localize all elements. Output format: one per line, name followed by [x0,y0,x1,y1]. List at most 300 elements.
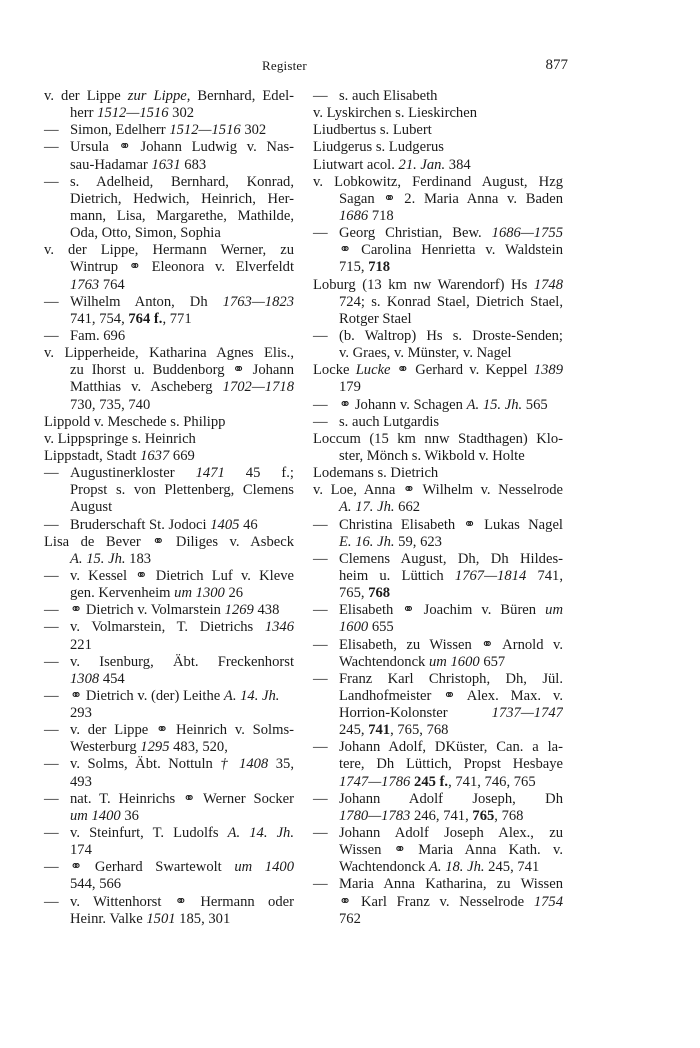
bold-page-ref: 768 [368,585,391,602]
entry-text [70,791,294,808]
text-segment: 669 [169,447,195,464]
italic-date: 1471 [195,465,225,482]
entry-line [44,259,294,276]
text-segment: 657 [479,653,506,670]
repeat-dash: — [44,293,59,310]
entry-text [70,705,294,722]
entry-line [313,122,563,139]
entry-text [339,825,563,842]
text-segment: 245, [339,722,369,739]
entry-text [313,105,563,122]
repeat-dash: — [44,687,59,704]
italic-date: A. 15. Jh. [466,396,523,413]
entry-line [313,551,563,568]
italic-date: 1501 [146,910,176,927]
repeat-dash: — [313,670,328,687]
italic-date: 1702—1718 [222,379,294,396]
entry-text [313,431,563,448]
entry-text [339,619,563,636]
index-subentry [313,791,563,825]
text-segment: Fam. 696 [70,327,126,344]
italic-date: 1269 [224,602,254,619]
italic-date: um 1300 [174,585,225,602]
text-segment: v. der Lippe, Hermann Werner, zu [44,242,294,259]
repeat-dash: — [313,825,328,842]
entry-text [339,705,563,722]
italic-date: 1308 [70,670,100,687]
italic-date: A. 17. Jh. [339,499,395,516]
text-segment: Johann Adolf Joseph Alex., zu [339,825,563,842]
entry-text [313,465,563,482]
entry-text [70,174,294,191]
italic-date: 1763—1823 [222,293,294,310]
text-segment: heim u. Lüttich [339,567,455,584]
repeat-dash: — [313,790,328,807]
bold-page-ref: 718 [368,259,391,276]
entry-text [44,534,294,551]
entry-text [70,688,294,705]
entry-line [44,174,294,191]
repeat-dash: — [44,722,59,739]
entry-line [44,139,294,156]
index-subentry [313,637,563,671]
text-segment: s. Adelheid, Bernhard, Konrad, [70,173,294,190]
repeat-dash: — [313,739,328,756]
entry-line [44,825,294,842]
entry-line [44,585,294,602]
entry-line [313,756,563,773]
entry-line [313,277,563,294]
entry-text [339,191,563,208]
text-segment: 741, [526,567,563,584]
entry-line [313,859,563,876]
text-segment: 730, 735, 740 [70,396,151,413]
text-segment: 45 f.; [224,465,294,482]
entry-line [313,379,563,396]
entry-line [313,448,563,465]
text-segment: Wintrup ⚭ Eleonora v. Elverfeldt [70,259,294,276]
entry-text [339,688,563,705]
entry-text [70,122,294,139]
bold-page-ref: 764 f. [128,310,163,327]
text-segment: Christina Elisabeth ⚭ Lukas Nagel [339,516,563,533]
entry-text [70,294,294,311]
index-subentry [44,328,294,345]
text-segment: Maria Anna Katharina, zu Wissen [339,876,563,893]
repeat-dash: — [313,396,328,413]
italic-date: A. 14. Jh. [223,687,280,704]
index-subentry [44,688,294,722]
entry-line [44,397,294,414]
entry-text [44,242,294,259]
italic-date: 1389 [533,362,563,379]
entry-text [339,894,563,911]
entry-line [313,585,563,602]
entry-text [339,876,563,893]
index-entry [44,431,294,448]
repeat-dash: — [44,327,59,344]
italic-date: 1295 [140,739,170,756]
entry-text [70,379,294,396]
index-subentry [313,739,563,790]
entry-line [44,722,294,739]
text-segment: v. Wittenhorst ⚭ Hermann oder [70,893,294,910]
entry-text [70,654,294,671]
entry-text [339,654,563,671]
index-entry [313,139,563,156]
italic-date: E. 16. Jh. [339,533,395,550]
index-subentry [44,602,294,619]
entry-line [44,379,294,396]
entry-line [44,774,294,791]
text-segment: sau-Hadamar [70,156,152,173]
entry-text [339,397,563,414]
text-segment: 46 [239,516,258,533]
entry-line [44,808,294,825]
text-segment: , 765, 768 [390,722,449,739]
entry-line [44,311,294,328]
text-segment: 454 [99,670,125,687]
text-segment: 302 [240,122,267,139]
entry-text [339,242,563,259]
text-segment: Wachtendonck [339,653,429,670]
entry-line [44,859,294,876]
text-segment: v. Lyskirchen s. Lieskirchen [313,105,478,122]
text-segment: Landhofmeister ⚭ Alex. Max. v. [339,687,563,704]
entry-text [70,362,294,379]
entry-text [70,139,294,156]
entry-text [44,414,294,431]
text-segment: Lodemans s. Dietrich [313,465,439,482]
text-segment: Georg Christian, Bew. [339,225,492,242]
entry-text [339,722,563,739]
entry-line [44,191,294,208]
entry-text [70,911,294,928]
entry-text [339,294,563,311]
repeat-dash: — [44,653,59,670]
entry-text [70,311,294,328]
entry-text [70,619,294,636]
italic-date: 1631 [151,156,181,173]
entry-line [313,345,563,362]
entry-text [70,774,294,791]
entry-line [44,619,294,636]
text-segment: 59, 623 [394,533,442,550]
text-segment: (b. Waltrop) Hs s. Droste-Senden; [339,327,563,344]
entry-line [44,465,294,482]
entry-text [339,568,563,585]
entry-text [339,225,563,242]
italic-date: 21. Jan. [398,156,446,173]
entry-text [70,808,294,825]
text-segment: Franz Karl Christoph, Dh, Jül. [339,670,563,687]
entry-line [313,637,563,654]
italic-date: 1512—1516 [169,122,241,139]
italic-date: A. 18. Jh. [429,859,485,876]
index-entry [44,534,294,568]
text-segment: v. Steinfurt, T. Ludolfs [70,825,228,842]
text-segment: 765, [339,585,369,602]
text-segment: mann, Lisa, Margarethe, Mathilde, [70,207,294,224]
entry-line [313,654,563,671]
entry-text [339,328,563,345]
italic-date: † 1408 [220,756,269,773]
text-segment: Horrion-Kolonster [339,705,492,722]
index-subentry [44,859,294,893]
entry-line [44,637,294,654]
entry-text [339,671,563,688]
entry-text [70,842,294,859]
entry-text [70,465,294,482]
entry-line [44,791,294,808]
index-subentry [313,602,563,636]
text-segment: ⚭ Carolina Henrietta v. Waldstein [339,242,563,259]
entry-text [313,157,563,174]
text-segment: Loccum (15 km nnw Stadthagen) Klo- [313,430,563,447]
index-entry [313,157,563,174]
text-segment: 764 [99,276,125,293]
text-segment: ⚭ Karl Franz v. Nesselrode [339,893,534,910]
entry-text [70,585,294,602]
index-subentry [44,174,294,243]
entry-text [313,139,563,156]
repeat-dash: — [44,122,59,139]
entry-text [339,208,563,225]
entry-text [70,602,294,619]
text-segment: , 771 [162,310,192,327]
text-segment: Ursula ⚭ Johann Ludwig v. Nas- [70,139,294,156]
index-subentry [313,328,563,362]
entry-line [313,311,563,328]
entry-line [313,534,563,551]
index-subentry [44,791,294,825]
index-subentry [44,619,294,653]
repeat-dash: — [44,859,59,876]
text-segment: s. auch Elisabeth [339,88,438,104]
text-segment: Lippold v. Meschede s. Philipp [44,413,226,430]
entry-line [313,397,563,414]
index-entry [313,465,563,482]
index-entry [44,414,294,431]
entry-text [339,448,563,465]
text-segment: gen. Kervenheim [70,585,175,602]
entry-line [44,482,294,499]
entry-text [339,756,563,773]
entry-line [44,499,294,516]
text-segment: 302 [168,105,195,122]
italic-date: 1747—1786 [339,773,411,790]
text-segment: 179 [339,379,361,396]
italic-date: 1512—1516 [97,105,169,122]
entry-line [44,654,294,671]
entry-text [339,345,563,362]
text-segment: ⚭ Dietrich v. (der) Leithe [70,687,224,704]
text-segment: Wissen ⚭ Maria Anna Kath. v. [339,842,563,859]
italic-date: 1637 [140,447,170,464]
repeat-dash: — [44,602,59,619]
repeat-dash: — [44,516,59,533]
entry-line [44,842,294,859]
index-subentry [44,139,294,173]
repeat-dash: — [44,139,59,156]
text-segment: 493 [70,773,92,790]
index-subentry [313,414,563,431]
entry-line [313,362,563,379]
index-entry [44,448,294,465]
entry-line [313,225,563,242]
index-subentry [44,568,294,602]
entry-line [313,671,563,688]
index-entry [313,122,563,139]
entry-text [339,259,563,276]
entry-text [70,208,294,225]
entry-line [44,688,294,705]
repeat-dash: — [313,550,328,567]
entry-line [44,705,294,722]
entry-text [339,534,563,551]
bold-page-ref: 741 [368,722,391,739]
entry-line [44,671,294,688]
text-segment: 438 [253,602,280,619]
entry-line [44,208,294,225]
entry-text [339,379,563,396]
entry-text [70,277,294,294]
entry-line [313,739,563,756]
entry-line [313,242,563,259]
index-subentry [313,876,563,927]
entry-line [313,791,563,808]
entry-line [44,294,294,311]
text-segment: 245, 741 [484,859,540,876]
entry-line [313,808,563,825]
entry-line [313,157,563,174]
index-subentry [44,825,294,859]
index-column-right [313,88,563,928]
entry-text [313,482,563,499]
repeat-dash: — [313,413,328,430]
italic-date: um 1600 [429,653,480,670]
italic-date: 1346 [264,619,294,636]
entry-line [44,328,294,345]
text-segment: Bruderschaft St. Jodoci [70,516,211,533]
text-segment: v. Graes, v. Münster, v. Nagel [339,345,512,362]
text-segment: Oda, Otto, Simon, Sophia [70,225,221,242]
text-segment: Clemens August, Dh, Dh Hildes- [339,550,563,567]
index-entry [44,345,294,414]
entry-line [313,465,563,482]
entry-text [70,328,294,345]
text-segment: Simon, Edelherr [70,122,170,139]
text-segment: ⚭ Gerhard Swartewolt [70,859,235,876]
text-segment: 715, [339,259,369,276]
text-segment: 724; s. Konrad Stael, Dietrich Stael, [339,293,563,310]
entry-line [44,894,294,911]
entry-text [339,791,563,808]
entry-text [339,637,563,654]
repeat-dash: — [313,876,328,893]
entry-line [313,825,563,842]
repeat-dash: — [44,567,59,584]
index-entry [313,362,563,396]
text-segment: zu Ihorst u. Buddenborg ⚭ Johann [70,362,294,379]
index-entry [313,277,563,328]
repeat-dash: — [313,636,328,653]
text-segment: 565 [522,396,548,413]
entry-text [70,157,294,174]
italic-date: 1686—1755 [491,225,563,242]
index-entry [313,105,563,122]
entry-line [313,328,563,345]
text-segment: 26 [224,585,244,602]
repeat-dash: — [44,825,59,842]
text-segment: v. Lipperheide, Katharina Agnes Elis., [44,345,294,362]
entry-line [313,911,563,928]
entry-line [313,414,563,431]
text-segment: Matthias v. Ascheberg [70,379,223,396]
entry-text [44,345,294,362]
entry-text [70,756,294,773]
entry-line [44,551,294,568]
entry-line [313,688,563,705]
text-segment: Liudbertus s. Lubert [313,122,432,139]
text-segment: Augustinerkloster [70,465,196,482]
entry-text [70,499,294,516]
entry-line [44,414,294,431]
text-segment: Rotger Stael [339,310,412,327]
text-segment: Locke [313,362,356,379]
entry-text [313,362,563,379]
entry-line [313,774,563,791]
running-head [0,58,700,78]
text-segment: 174 [70,842,92,859]
entry-text [70,876,294,893]
text-segment: , 768 [494,807,524,824]
entry-line [44,122,294,139]
text-segment: v. Isenburg, Äbt. Freckenhorst [70,653,294,670]
text-segment: ⚭ Johann v. Schagen [339,396,467,413]
entry-line [313,482,563,499]
entry-line [313,191,563,208]
text-segment: Dietrich, Hedwich, Heinrich, Her- [70,190,294,207]
entry-text [70,551,294,568]
text-segment: v. Lippspringe s. Heinrich [44,430,196,447]
entry-line [44,242,294,259]
entry-text [70,482,294,499]
entry-line [313,517,563,534]
text-segment: v. Kessel ⚭ Dietrich Luf v. Kleve [70,567,294,584]
text-segment: Loburg (13 km nw Warendorf) Hs [313,276,534,293]
entry-text [339,414,563,431]
index-entry [313,174,563,225]
entry-line [313,602,563,619]
text-segment: 384 [445,156,471,173]
text-segment: herr [70,105,98,122]
entry-text [70,859,294,876]
text-segment: 483, 520, [169,739,228,756]
text-segment: 185, 301 [175,910,231,927]
entry-line [313,619,563,636]
entry-line [313,568,563,585]
index-subentry [44,756,294,790]
repeat-dash: — [313,225,328,242]
repeat-dash: — [313,602,328,619]
entry-text [339,551,563,568]
text-segment: 221 [70,636,92,653]
entry-text [70,105,294,122]
entry-text [339,499,563,516]
text-segment: v. der Lippe ⚭ Heinrich v. Solms- [70,722,294,739]
entry-text [70,568,294,585]
